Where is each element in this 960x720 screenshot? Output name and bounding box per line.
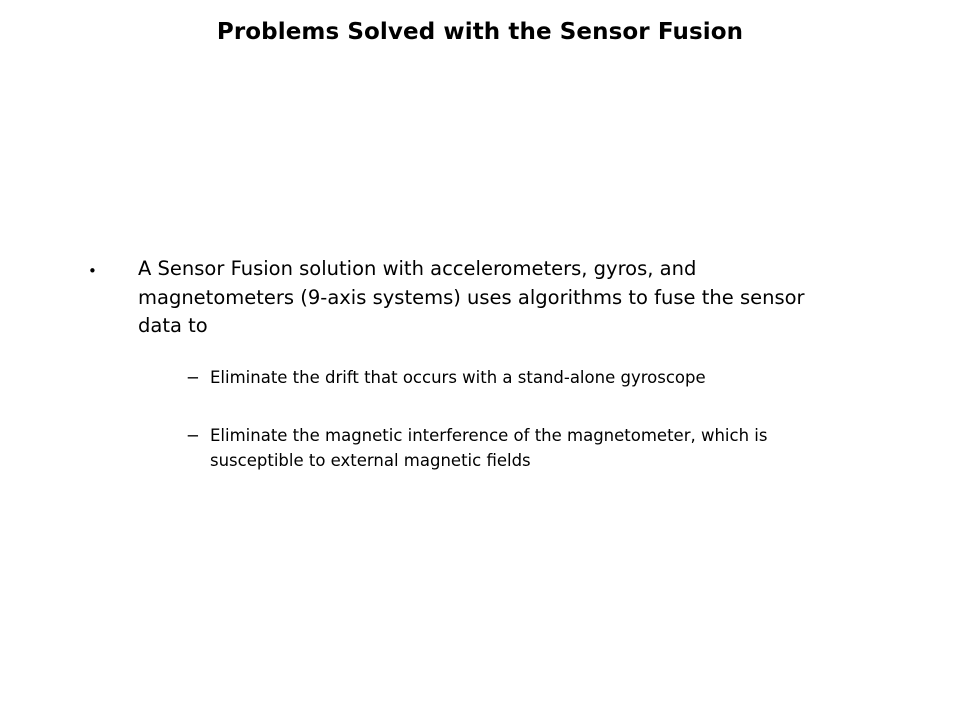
bullet-marker: • (88, 262, 97, 280)
sub-bullet-marker: − (186, 426, 200, 445)
slide-title: Problems Solved with the Sensor Fusion (216, 19, 744, 45)
sub-bullet-text: Eliminate the magnetic interference of the magnetometer, which is susceptible to external magnetic fields (210, 426, 768, 470)
bullet-text: A Sensor Fusion solution with accelerometers, gyros, and magnetometers (9-axis systems) uses algorithms to fuse the sensor data to (138, 257, 805, 337)
sub-bullet-text: Eliminate the drift that occurs with a stand-alone gyroscope (210, 368, 706, 387)
sub-bullet-marker: − (186, 368, 200, 387)
